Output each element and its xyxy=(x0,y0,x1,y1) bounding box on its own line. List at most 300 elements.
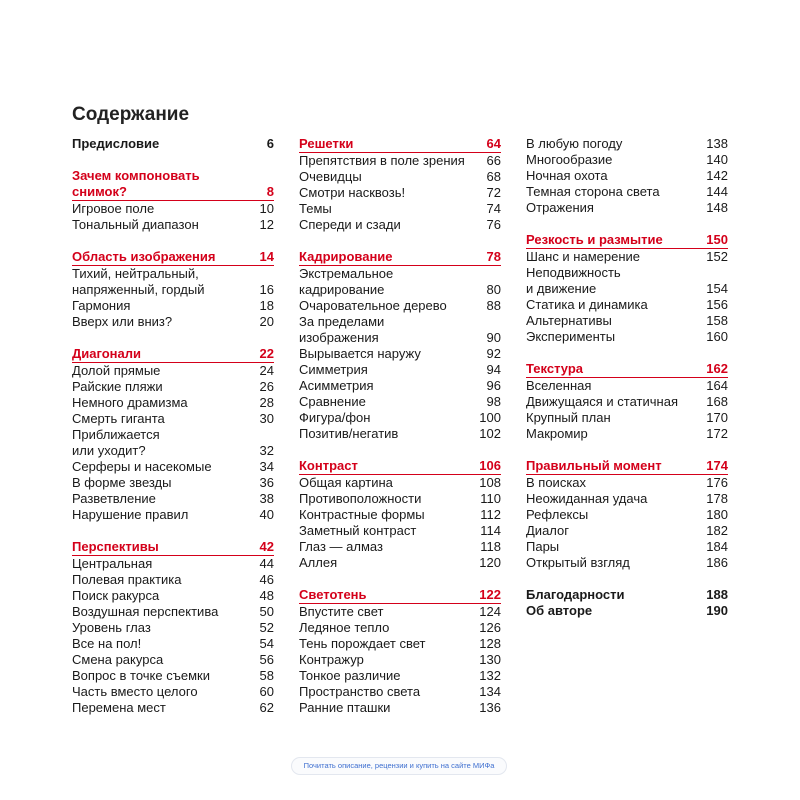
entry-title: Пары xyxy=(526,539,560,554)
toc-entry xyxy=(299,620,501,636)
toc-section xyxy=(72,168,274,233)
toc-entry xyxy=(299,684,501,700)
bold-heading xyxy=(526,587,728,619)
toc-entry xyxy=(299,410,501,426)
entry-title: Центральная xyxy=(72,556,153,571)
entry-title: Эксперименты xyxy=(526,329,616,344)
entry-title: Глаз — алмаз xyxy=(299,539,383,554)
entry-title: Разветвление xyxy=(72,491,156,506)
section-title: Правильный момент xyxy=(526,458,662,473)
entry-title: Игровое поле xyxy=(72,201,155,216)
toc-entry xyxy=(299,217,501,233)
page-number: 172 xyxy=(706,426,728,441)
section-heading-row xyxy=(72,168,274,184)
toc-entry xyxy=(526,297,728,313)
page-number: 140 xyxy=(706,152,728,167)
page-number: 14 xyxy=(259,249,274,264)
toc-entry xyxy=(72,298,274,314)
entry-title: Препятствия в поле зрения xyxy=(299,153,465,168)
page-number: 10 xyxy=(259,201,274,216)
section-heading-row xyxy=(72,184,274,199)
toc-entry xyxy=(299,185,501,201)
entry-title: Ранние пташки xyxy=(299,700,391,715)
entry-title: Фигура/фон xyxy=(299,410,371,425)
toc-entry xyxy=(72,700,274,716)
entry-title: Гармония xyxy=(72,298,131,313)
section-title: Зачем компоновать xyxy=(72,168,200,183)
page-number: 50 xyxy=(259,604,274,619)
page-number: 44 xyxy=(259,556,274,571)
toc-column-1 xyxy=(72,136,274,716)
toc-section xyxy=(299,587,501,716)
entry-title: Перемена мест xyxy=(72,700,166,715)
toc-section xyxy=(299,136,501,233)
entry-title: Поиск ракурса xyxy=(72,588,160,603)
page-number: 18 xyxy=(259,298,274,313)
page-number: 118 xyxy=(480,539,501,554)
page-number: 94 xyxy=(486,362,501,377)
page-number: 12 xyxy=(259,217,274,232)
page-number: 6 xyxy=(266,136,274,151)
entry-title: Диалог xyxy=(526,523,569,538)
entry-title: Статика и динамика xyxy=(526,297,648,312)
page-number: 114 xyxy=(480,523,501,538)
toc-entry xyxy=(72,395,274,411)
section-heading-row xyxy=(299,249,501,264)
toc-entry xyxy=(299,555,501,571)
toc-entry xyxy=(299,426,501,442)
toc-entry xyxy=(299,507,501,523)
entry-list xyxy=(299,266,501,442)
toc-section xyxy=(526,232,728,345)
entry-title: Тихий, нейтральный, xyxy=(72,266,199,281)
page-number: 110 xyxy=(480,491,501,506)
page-number: 176 xyxy=(706,475,728,490)
entry-title: Приближается xyxy=(72,427,160,442)
section-heading-row xyxy=(72,539,274,554)
page-number: 40 xyxy=(259,507,274,522)
entry-list xyxy=(526,249,728,345)
toc-entry xyxy=(299,394,501,410)
page-number: 62 xyxy=(259,700,274,715)
toc-entry xyxy=(299,491,501,507)
toc-entry xyxy=(72,620,274,636)
toc-section xyxy=(72,249,274,330)
page-number: 36 xyxy=(259,475,274,490)
entry-list xyxy=(299,475,501,571)
entry-list xyxy=(526,475,728,571)
section-heading-row xyxy=(72,249,274,264)
section-heading-row xyxy=(299,136,501,151)
page-number: 32 xyxy=(259,443,274,458)
toc-entry xyxy=(72,604,274,620)
page-number: 180 xyxy=(706,507,728,522)
page-number: 78 xyxy=(486,249,501,264)
page-number: 64 xyxy=(486,136,501,151)
toc-entry xyxy=(72,572,274,588)
toc-entry xyxy=(526,491,728,507)
toc-entry xyxy=(526,313,728,329)
toc-entry xyxy=(526,152,728,168)
page-number: 96 xyxy=(486,378,501,393)
entry-title: Вселенная xyxy=(526,378,592,393)
entry-title: Многообразие xyxy=(526,152,613,167)
toc-entry xyxy=(72,411,274,427)
section-heading-row xyxy=(526,361,728,376)
entry-title: Альтернативы xyxy=(526,313,612,328)
toc-entry xyxy=(526,523,728,539)
section-title: Кадрирование xyxy=(299,249,393,264)
chapter-heading xyxy=(72,249,274,266)
section-title: Текстура xyxy=(526,361,584,376)
section-title: Благодарности xyxy=(526,587,625,602)
section-title: Резкость и размытие xyxy=(526,232,663,247)
entry-title: Впустите свет xyxy=(299,604,384,619)
page-number: 184 xyxy=(706,539,728,554)
toc-entry xyxy=(72,363,274,379)
entry-title: Отражения xyxy=(526,200,594,215)
entry-list xyxy=(72,363,274,523)
toc-section xyxy=(299,458,501,571)
page-number: 154 xyxy=(706,281,728,296)
entry-title: Темы xyxy=(299,201,332,216)
page-number: 188 xyxy=(706,587,728,602)
entry-title: Ночная охота xyxy=(526,168,608,183)
entry-title: Спереди и сзади xyxy=(299,217,401,232)
page-number: 108 xyxy=(479,475,501,490)
chapter-heading xyxy=(72,539,274,556)
toc-entry xyxy=(299,266,501,282)
page-number: 128 xyxy=(479,636,501,651)
toc-entry xyxy=(526,555,728,571)
page-number: 126 xyxy=(479,620,501,635)
page-number: 74 xyxy=(486,201,501,216)
section-title: Диагонали xyxy=(72,346,141,361)
toc-entry xyxy=(299,314,501,330)
toc-entry xyxy=(299,362,501,378)
entry-title: Смотри насквозь! xyxy=(299,185,406,200)
entry-title: Неожиданная удача xyxy=(526,491,648,506)
entry-title: Макромир xyxy=(526,426,588,441)
toc-entry xyxy=(299,652,501,668)
entry-title: напряженный, гордый xyxy=(72,282,205,297)
toc-entry xyxy=(299,298,501,314)
page-number: 54 xyxy=(259,636,274,651)
toc-entry xyxy=(299,539,501,555)
page-number: 68 xyxy=(486,169,501,184)
page-number: 112 xyxy=(480,507,501,522)
page-number: 16 xyxy=(259,282,274,297)
page-number: 92 xyxy=(486,346,501,361)
page-number: 42 xyxy=(259,539,274,554)
section-title: Область изображения xyxy=(72,249,216,264)
page-number: 170 xyxy=(706,410,728,425)
entry-title: Долой прямые xyxy=(72,363,161,378)
entry-title: Симметрия xyxy=(299,362,368,377)
toc-entry xyxy=(526,329,728,345)
chapter-heading xyxy=(526,458,728,475)
section-title: Светотень xyxy=(299,587,367,602)
section-heading-row xyxy=(72,136,274,151)
page-number: 142 xyxy=(706,168,728,183)
page-number: 152 xyxy=(706,249,728,264)
toc-entry xyxy=(299,346,501,362)
page-number: 30 xyxy=(259,411,274,426)
entry-title: Полевая практика xyxy=(72,572,182,587)
page-number: 26 xyxy=(259,379,274,394)
entry-list xyxy=(72,556,274,716)
toc-section xyxy=(526,458,728,571)
page-number: 134 xyxy=(479,684,501,699)
toc-entry xyxy=(526,507,728,523)
entry-title: Рефлексы xyxy=(526,507,589,522)
entry-list xyxy=(299,153,501,233)
page-number: 80 xyxy=(486,282,501,297)
toc-entry xyxy=(526,281,728,297)
page-number: 132 xyxy=(479,668,501,683)
toc-entry xyxy=(526,378,728,394)
toc-entry xyxy=(526,426,728,442)
entry-title: Сравнение xyxy=(299,394,366,409)
entry-title: Ледяное тепло xyxy=(299,620,390,635)
page-number: 156 xyxy=(706,297,728,312)
entry-title: Вырывается наружу xyxy=(299,346,421,361)
toc-entry xyxy=(72,588,274,604)
entry-title: или уходит? xyxy=(72,443,146,458)
entry-title: Движущаяся и статичная xyxy=(526,394,678,409)
page-number: 168 xyxy=(706,394,728,409)
entry-list xyxy=(72,201,274,233)
toc-entry xyxy=(72,475,274,491)
page-number: 22 xyxy=(259,346,274,361)
entry-title: Вверх или вниз? xyxy=(72,314,173,329)
toc-entry xyxy=(72,684,274,700)
page-number: 186 xyxy=(706,555,728,570)
chapter-heading xyxy=(72,168,274,201)
section-heading-row xyxy=(526,458,728,473)
entry-list xyxy=(526,378,728,442)
page-number: 8 xyxy=(266,184,274,199)
page-number: 38 xyxy=(259,491,274,506)
entry-title: Неподвижность xyxy=(526,265,621,280)
toc-entry xyxy=(299,201,501,217)
section-heading-row xyxy=(299,458,501,473)
toc-section xyxy=(526,136,728,216)
toc-entry xyxy=(72,459,274,475)
toc-entry xyxy=(526,168,728,184)
page-number: 122 xyxy=(479,587,501,602)
entry-title: Крупный план xyxy=(526,410,611,425)
toc-entry xyxy=(72,556,274,572)
section-title: Контраст xyxy=(299,458,358,473)
section-title: Об авторе xyxy=(526,603,593,618)
entry-title: изображения xyxy=(299,330,379,345)
section-title: Перспективы xyxy=(72,539,159,554)
section-heading-row xyxy=(526,603,728,618)
page-number: 164 xyxy=(706,378,728,393)
entry-title: Тональный диапазон xyxy=(72,217,199,232)
toc-entry xyxy=(72,314,274,330)
chapter-heading xyxy=(72,346,274,363)
entry-title: Очевидцы xyxy=(299,169,362,184)
entry-title: Тень порождает свет xyxy=(299,636,426,651)
footer-buy-link[interactable]: Почитать описание, рецензии и купить на сайте МИФа xyxy=(291,757,507,775)
entry-title: В поисках xyxy=(526,475,587,490)
page-number: 190 xyxy=(706,603,728,618)
page-number: 102 xyxy=(479,426,501,441)
entry-title: Воздушная перспектива xyxy=(72,604,219,619)
chapter-heading xyxy=(299,458,501,475)
page-number: 100 xyxy=(479,410,501,425)
entry-title: Контражур xyxy=(299,652,364,667)
section-heading-row xyxy=(526,587,728,603)
page-number: 130 xyxy=(479,652,501,667)
chapter-heading xyxy=(299,249,501,266)
page-number: 144 xyxy=(706,184,728,199)
toc-section xyxy=(72,346,274,523)
toc-entry xyxy=(299,378,501,394)
toc-column-3 xyxy=(526,136,728,619)
toc-entry xyxy=(526,136,728,152)
toc-entry xyxy=(526,249,728,265)
page-number: 98 xyxy=(486,394,501,409)
chapter-heading xyxy=(299,136,501,153)
page-number: 106 xyxy=(479,458,501,473)
page-number: 20 xyxy=(259,314,274,329)
page-number: 76 xyxy=(486,217,501,232)
entry-title: Противоположности xyxy=(299,491,422,506)
entry-title: Позитив/негатив xyxy=(299,426,399,441)
toc-entry xyxy=(72,507,274,523)
page-number: 160 xyxy=(706,329,728,344)
entry-title: Аллея xyxy=(299,555,338,570)
entry-title: Смена ракурса xyxy=(72,652,164,667)
page-number: 24 xyxy=(259,363,274,378)
toc-entry xyxy=(299,169,501,185)
bold-heading xyxy=(72,136,274,152)
entry-title: Немного драмизма xyxy=(72,395,188,410)
page-number: 162 xyxy=(706,361,728,376)
entry-title: Открытый взгляд xyxy=(526,555,630,570)
toc-entry xyxy=(299,523,501,539)
entry-title: Асимметрия xyxy=(299,378,374,393)
entry-title: Тонкое различие xyxy=(299,668,401,683)
page-number: 60 xyxy=(259,684,274,699)
page-number: 88 xyxy=(486,298,501,313)
toc-entry xyxy=(299,153,501,169)
entry-title: Серферы и насекомые xyxy=(72,459,212,474)
toc-entry xyxy=(526,265,728,281)
section-title: снимок? xyxy=(72,184,127,199)
entry-title: В любую погоду xyxy=(526,136,623,151)
toc-entry xyxy=(72,636,274,652)
section-heading-row xyxy=(299,587,501,602)
entry-title: Смерть гиганта xyxy=(72,411,165,426)
chapter-heading xyxy=(526,361,728,378)
page-number: 138 xyxy=(706,136,728,151)
entry-title: Вопрос в точке съемки xyxy=(72,668,210,683)
page-number: 66 xyxy=(486,153,501,168)
section-heading-row xyxy=(526,232,728,247)
entry-list xyxy=(299,604,501,716)
toc-entry xyxy=(299,282,501,298)
page-number: 90 xyxy=(486,330,501,345)
toc-entry xyxy=(72,379,274,395)
toc-entry xyxy=(526,539,728,555)
toc-section xyxy=(526,361,728,442)
entry-title: и движение xyxy=(526,281,597,296)
toc-entry xyxy=(72,427,274,443)
toc-entry xyxy=(299,668,501,684)
page-number: 58 xyxy=(259,668,274,683)
page-number: 178 xyxy=(706,491,728,506)
entry-title: кадрирование xyxy=(299,282,385,297)
chapter-heading xyxy=(299,587,501,604)
toc-section xyxy=(526,587,728,619)
section-title: Предисловие xyxy=(72,136,160,151)
section-heading-row xyxy=(72,346,274,361)
toc-entry xyxy=(72,201,274,217)
toc-entry xyxy=(72,217,274,233)
toc-entry xyxy=(72,282,274,298)
page-number: 120 xyxy=(479,555,501,570)
toc-entry xyxy=(299,700,501,716)
page-number: 124 xyxy=(479,604,501,619)
toc-entry xyxy=(299,604,501,620)
entry-title: Райские пляжи xyxy=(72,379,163,394)
entry-title: За пределами xyxy=(299,314,385,329)
entry-title: Часть вместо целого xyxy=(72,684,198,699)
toc-entry xyxy=(526,475,728,491)
page-number: 72 xyxy=(486,185,501,200)
entry-title: Общая картина xyxy=(299,475,393,490)
page-number: 158 xyxy=(706,313,728,328)
entry-title: Нарушение правил xyxy=(72,507,189,522)
section-title: Решетки xyxy=(299,136,354,151)
toc-entry xyxy=(72,266,274,282)
page-number: 34 xyxy=(259,459,274,474)
entry-title: Контрастные формы xyxy=(299,507,425,522)
page-number: 28 xyxy=(259,395,274,410)
toc-entry xyxy=(72,668,274,684)
toc-entry xyxy=(72,652,274,668)
entry-list xyxy=(526,136,728,216)
page-number: 46 xyxy=(259,572,274,587)
page-number: 148 xyxy=(706,200,728,215)
page-number: 150 xyxy=(706,232,728,247)
entry-title: Пространство света xyxy=(299,684,421,699)
page-number: 56 xyxy=(259,652,274,667)
chapter-heading xyxy=(526,232,728,249)
entry-list xyxy=(72,266,274,330)
entry-title: Очаровательное дерево xyxy=(299,298,447,313)
page-number: 182 xyxy=(706,523,728,538)
toc-entry xyxy=(299,475,501,491)
toc-entry xyxy=(526,200,728,216)
toc-entry xyxy=(299,330,501,346)
entry-title: Шанс и намерение xyxy=(526,249,641,264)
toc-section xyxy=(72,136,274,152)
toc-entry xyxy=(526,410,728,426)
toc-section xyxy=(72,539,274,716)
toc-column-2 xyxy=(299,136,501,716)
entry-title: Уровень глаз xyxy=(72,620,151,635)
page-title: Содержание xyxy=(72,104,190,125)
toc-entry xyxy=(72,491,274,507)
page-number: 52 xyxy=(259,620,274,635)
entry-title: Заметный контраст xyxy=(299,523,417,538)
entry-title: Темная сторона света xyxy=(526,184,660,199)
